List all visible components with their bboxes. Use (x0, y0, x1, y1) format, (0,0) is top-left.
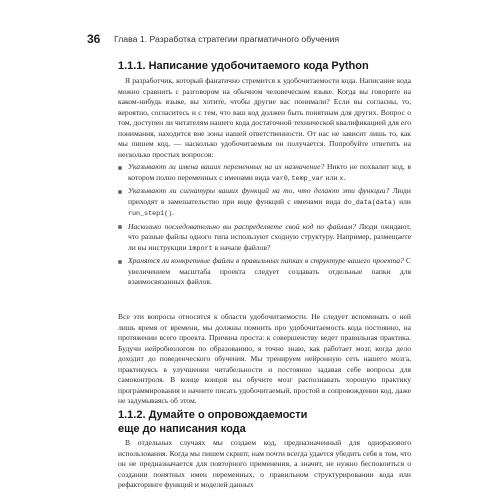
question-text: Насколько последовательно вы распределяете свой код по файлам? (128, 221, 357, 231)
question-answer: , (287, 172, 292, 182)
running-title: Глава 1. Разработка стратегии прагматичного обучения (114, 33, 340, 44)
question-text: Хранятся ли конкретные файлы в правильных папках в структуре вашего проекта? (128, 256, 404, 265)
question-answer: С увеличением масштаба проекта следует создавать отдельные папки для взаимосвязанных файлов. (128, 256, 411, 286)
bullet-icon (118, 190, 122, 194)
question-answer: . (343, 172, 346, 182)
question-answer: Люди ожидают, что разные файлы одного типа используют сходную структуру. Например, размещаете ли вы инструкции (128, 221, 411, 252)
question-item (118, 256, 411, 288)
question-answer: . (172, 208, 175, 217)
bullet-icon (118, 225, 122, 229)
page-header (87, 32, 417, 48)
section-heading (118, 409, 411, 436)
bullet-icon (118, 260, 122, 264)
question-answer: в начале файлов? (212, 242, 271, 252)
question-text: Указывают ли сигнатуры ваших функций на то, что делают эти функции? (128, 186, 390, 195)
page-number: 36 (87, 32, 101, 46)
question-answer: или (395, 196, 411, 206)
question-item (118, 162, 411, 184)
code-snippet: import (188, 244, 213, 253)
bullet-icon (118, 166, 122, 170)
question-answer: Никто не похвалит код, в котором полно переменных с именами вида (128, 162, 412, 182)
section-heading: 1.1.1. Написание удобочитаемого кода Python (118, 60, 369, 72)
section-paragraph: В отдельных случаях мы создаем код, предназначенный для одноразового использования. Когда мы пишем скрипт, нам почти всегда удается убедить себя в том, что он не предназначается для повторного применения, а значит, не нужно беспокоиться о создании понятных имен переменных, о правильном структурировании кода или рефакторинге функций и моделей данных (118, 438, 411, 490)
conclusion-paragraph: Все эти вопросы относятся к области удобочитаемости. Не следует вспоминать о ней лишь время от времени, мы должны помнить про удобочитаемость кода постоянно, на протяжении всего проекта. Причина проста: к совершенству ведет правильная практика. Будучи нейробиологом по образованию, я точно знаю, как работает мозг, когда дело доходит до поведенческого обучения. Мы тренируем нейронную сеть нашего мозга, практикуясь в улучшении читабельности и постоянно задавая себе вопросы для самоконтроля. В конце концов вы обучите мозг распознавать хорошую практику программирования и начнете писать удобочитаемый, простой в сопровождении код, даже не задумываясь об этом. (118, 312, 411, 406)
question-list (118, 162, 411, 290)
code-snippet: var0 (271, 174, 288, 183)
question-text: Указывают ли имена ваших переменных на их назначение? (128, 162, 325, 171)
code-snippet: x (339, 174, 344, 183)
code-snippet: temp_var (291, 174, 324, 183)
code-snippet: run_step1() (128, 210, 173, 218)
question-item (118, 186, 411, 220)
question-answer: Люди приходят в замешательство при виде функций с именами вида (128, 186, 411, 206)
intro-paragraph: Я разработчик, который фанатично стремится к удобочитаемости кода. Написание кода можно сравнить с разговором на обычном человеческом языке. Когда вы говорите на каком-нибудь языке, вы хотите, чтобы другие вас понимали? Если вы согласны, то, вероятно, согласитесь и с тем, что ваш код должен быть понятным для других. Вопрос о том, доступен ли читателям нашего кода достаточной технической квалификацией для его понимания, находится вне зоны нашей ответственности. От нас не зависит лишь то, как мы пишем код, — насколько удобочитаемым он получается. Попробуйте ответить на несколько простых вопросов: (118, 76, 411, 159)
section-heading-line: 1.1.2. Думайте о опровождаемости (118, 409, 308, 421)
section-heading-line: еще до написания кода (118, 422, 246, 435)
question-answer: или (323, 172, 340, 182)
question-item (118, 222, 411, 255)
code-snippet: do_data(data) (343, 198, 396, 207)
